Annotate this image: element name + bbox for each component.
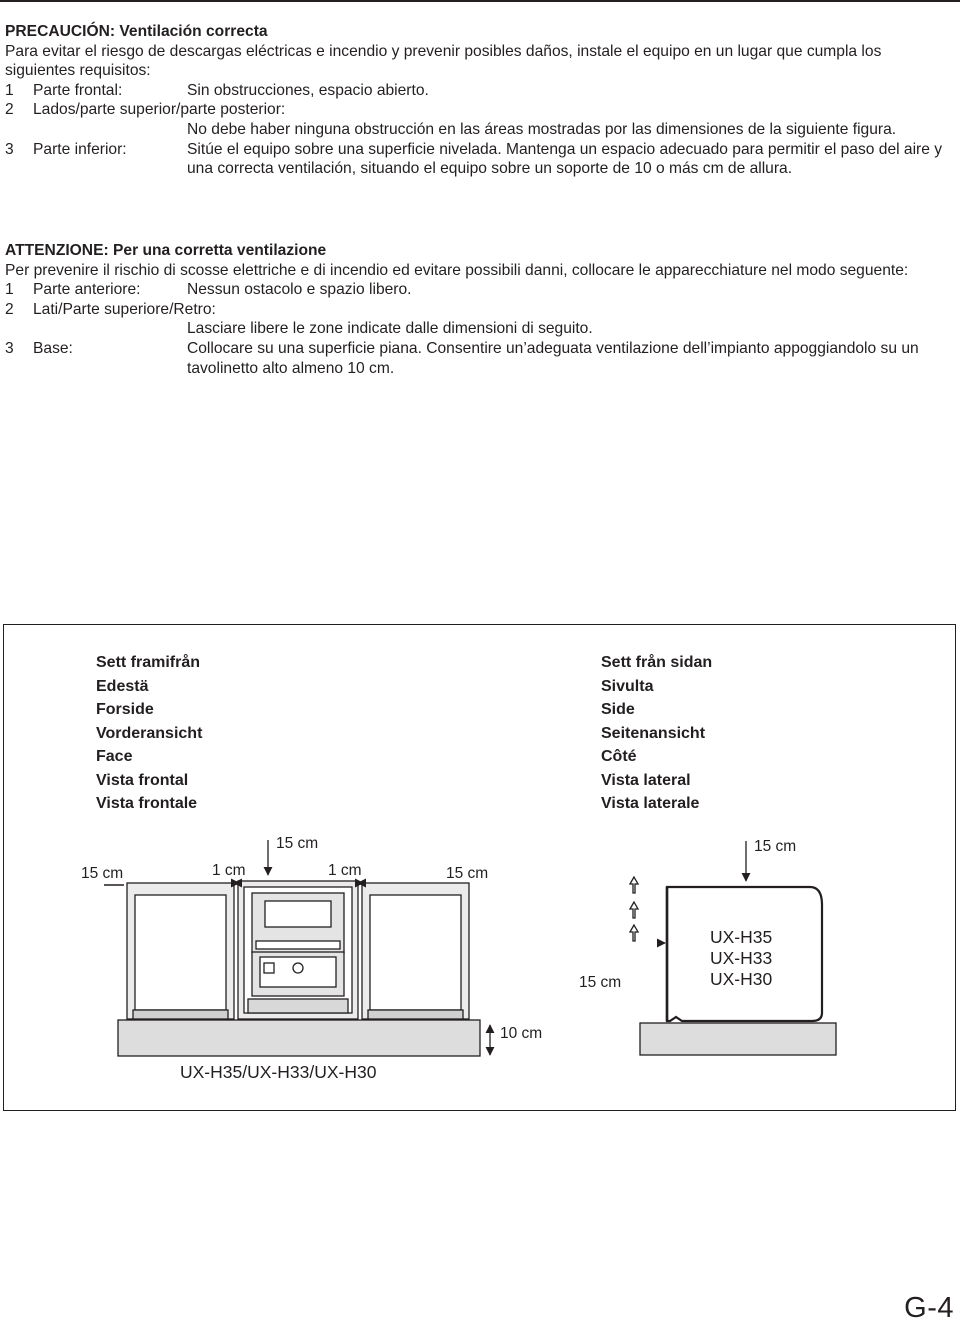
front-view-label: Vista frontal [96,771,189,789]
side-view-label: Côté [601,748,637,765]
dimension-bottom-front: 10 cm [500,1025,543,1042]
list-item [5,81,950,101]
right-speaker [362,883,469,1019]
dimension-gap-right: 1 cm [328,862,362,879]
item-number: 3 [5,339,14,357]
list-item [5,140,950,179]
dimension-gap-left: 1 cm [212,862,246,879]
item-text: Sitúe el equipo sobre una superficie nivelada. Mantenga un espacio adecuado para permitir el paso del aire y una correcta ventilación, situando el equipo sobre un soporte de 10 o más cm de allura. [187,140,943,178]
side-view-label-list [601,651,712,816]
side-model-label: UX-H35 [710,927,773,947]
list-item [5,300,950,320]
side-stand [640,1023,836,1055]
item-text: Sin obstrucciones, espacio abierto. [187,81,429,99]
list-item [5,100,950,120]
item-label: Parte anteriore: [33,281,141,299]
heading-spanish: PRECAUCIÓN: Ventilación correcta [5,23,268,40]
dimension-right-front: 15 cm [446,865,489,882]
item-number: 1 [5,281,14,299]
rear-arrows [630,877,638,941]
page-number: G-4 [904,1292,954,1324]
item-number: 3 [5,140,14,158]
front-view-label-list [96,651,202,816]
front-view-label: Face [96,748,133,765]
side-view-label: Vista laterale [601,795,700,812]
item-number: 2 [5,101,14,119]
item-label: Parte inferior: [33,140,127,158]
front-view-label: Edestä [96,677,149,695]
dimension-left-front: 15 cm [81,865,124,882]
side-model-labels [710,927,772,990]
intro-italian: Per prevenire il rischio di scosse elettriche e di incendio ed evitare possibili danni, collocare le apparecchiature nel modo seguente: [5,261,909,279]
front-model-label: UX-H35/UX-H33/UX-H30 [180,1062,377,1082]
item-label: Lati/Parte superiore/Retro: [33,300,216,318]
front-view-label: Forside [96,701,154,718]
main-unit [238,881,358,1019]
side-view-label: Sett från sidan [601,654,713,671]
item-number: 2 [5,300,14,318]
heading-italian: ATTENZIONE: Per una corretta ventilazione [5,242,327,259]
item-text: Collocare su una superficie piana. Consentire un’adeguata ventilazione dell’impianto appoggiandolo su un tavolinetto alto almeno 10 cm. [187,339,919,377]
side-view-label: Vista lateral [601,771,691,789]
side-view-label: Sivulta [601,677,654,695]
stand [118,1020,480,1056]
intro-spanish: Para evitar el riesgo de descargas eléctricas e incendio y prevenir posibles daños, instale el equipo en un lugar que cumpla los siguientes requisitos: [5,42,882,80]
item-text: Nessun ostacolo e spazio libero. [187,281,412,299]
list-item [5,280,950,300]
list-item [5,339,950,378]
side-model-label: UX-H30 [710,969,773,989]
section-spanish [5,22,950,179]
side-view-label: Seitenansicht [601,724,706,742]
item-text: Lasciare libere le zone indicate dalle dimensioni di seguito. [187,320,593,338]
top-rule [0,0,960,2]
front-view-label: Vista frontale [96,795,198,812]
item-label: Parte frontal: [33,81,123,99]
side-model-label: UX-H33 [710,948,773,968]
item-label: Lados/parte superior/parte posterior: [33,101,286,119]
dimension-top-front: 15 cm [276,835,319,852]
item-label: Base: [33,339,73,357]
item-number: 1 [5,81,14,99]
item-text: No debe haber ninguna obstrucción en las áreas mostradas por las dimensiones de la siguiente figura. [187,120,897,138]
left-speaker [127,883,234,1019]
front-view-label: Sett framifrån [96,654,201,671]
section-italian [5,241,950,378]
side-view-label: Side [601,701,635,718]
front-view-label: Vorderansicht [96,724,203,742]
dimension-rear-side: 15 cm [579,974,622,991]
ventilation-figure [3,624,956,1111]
dimension-top-side: 15 cm [754,838,797,855]
